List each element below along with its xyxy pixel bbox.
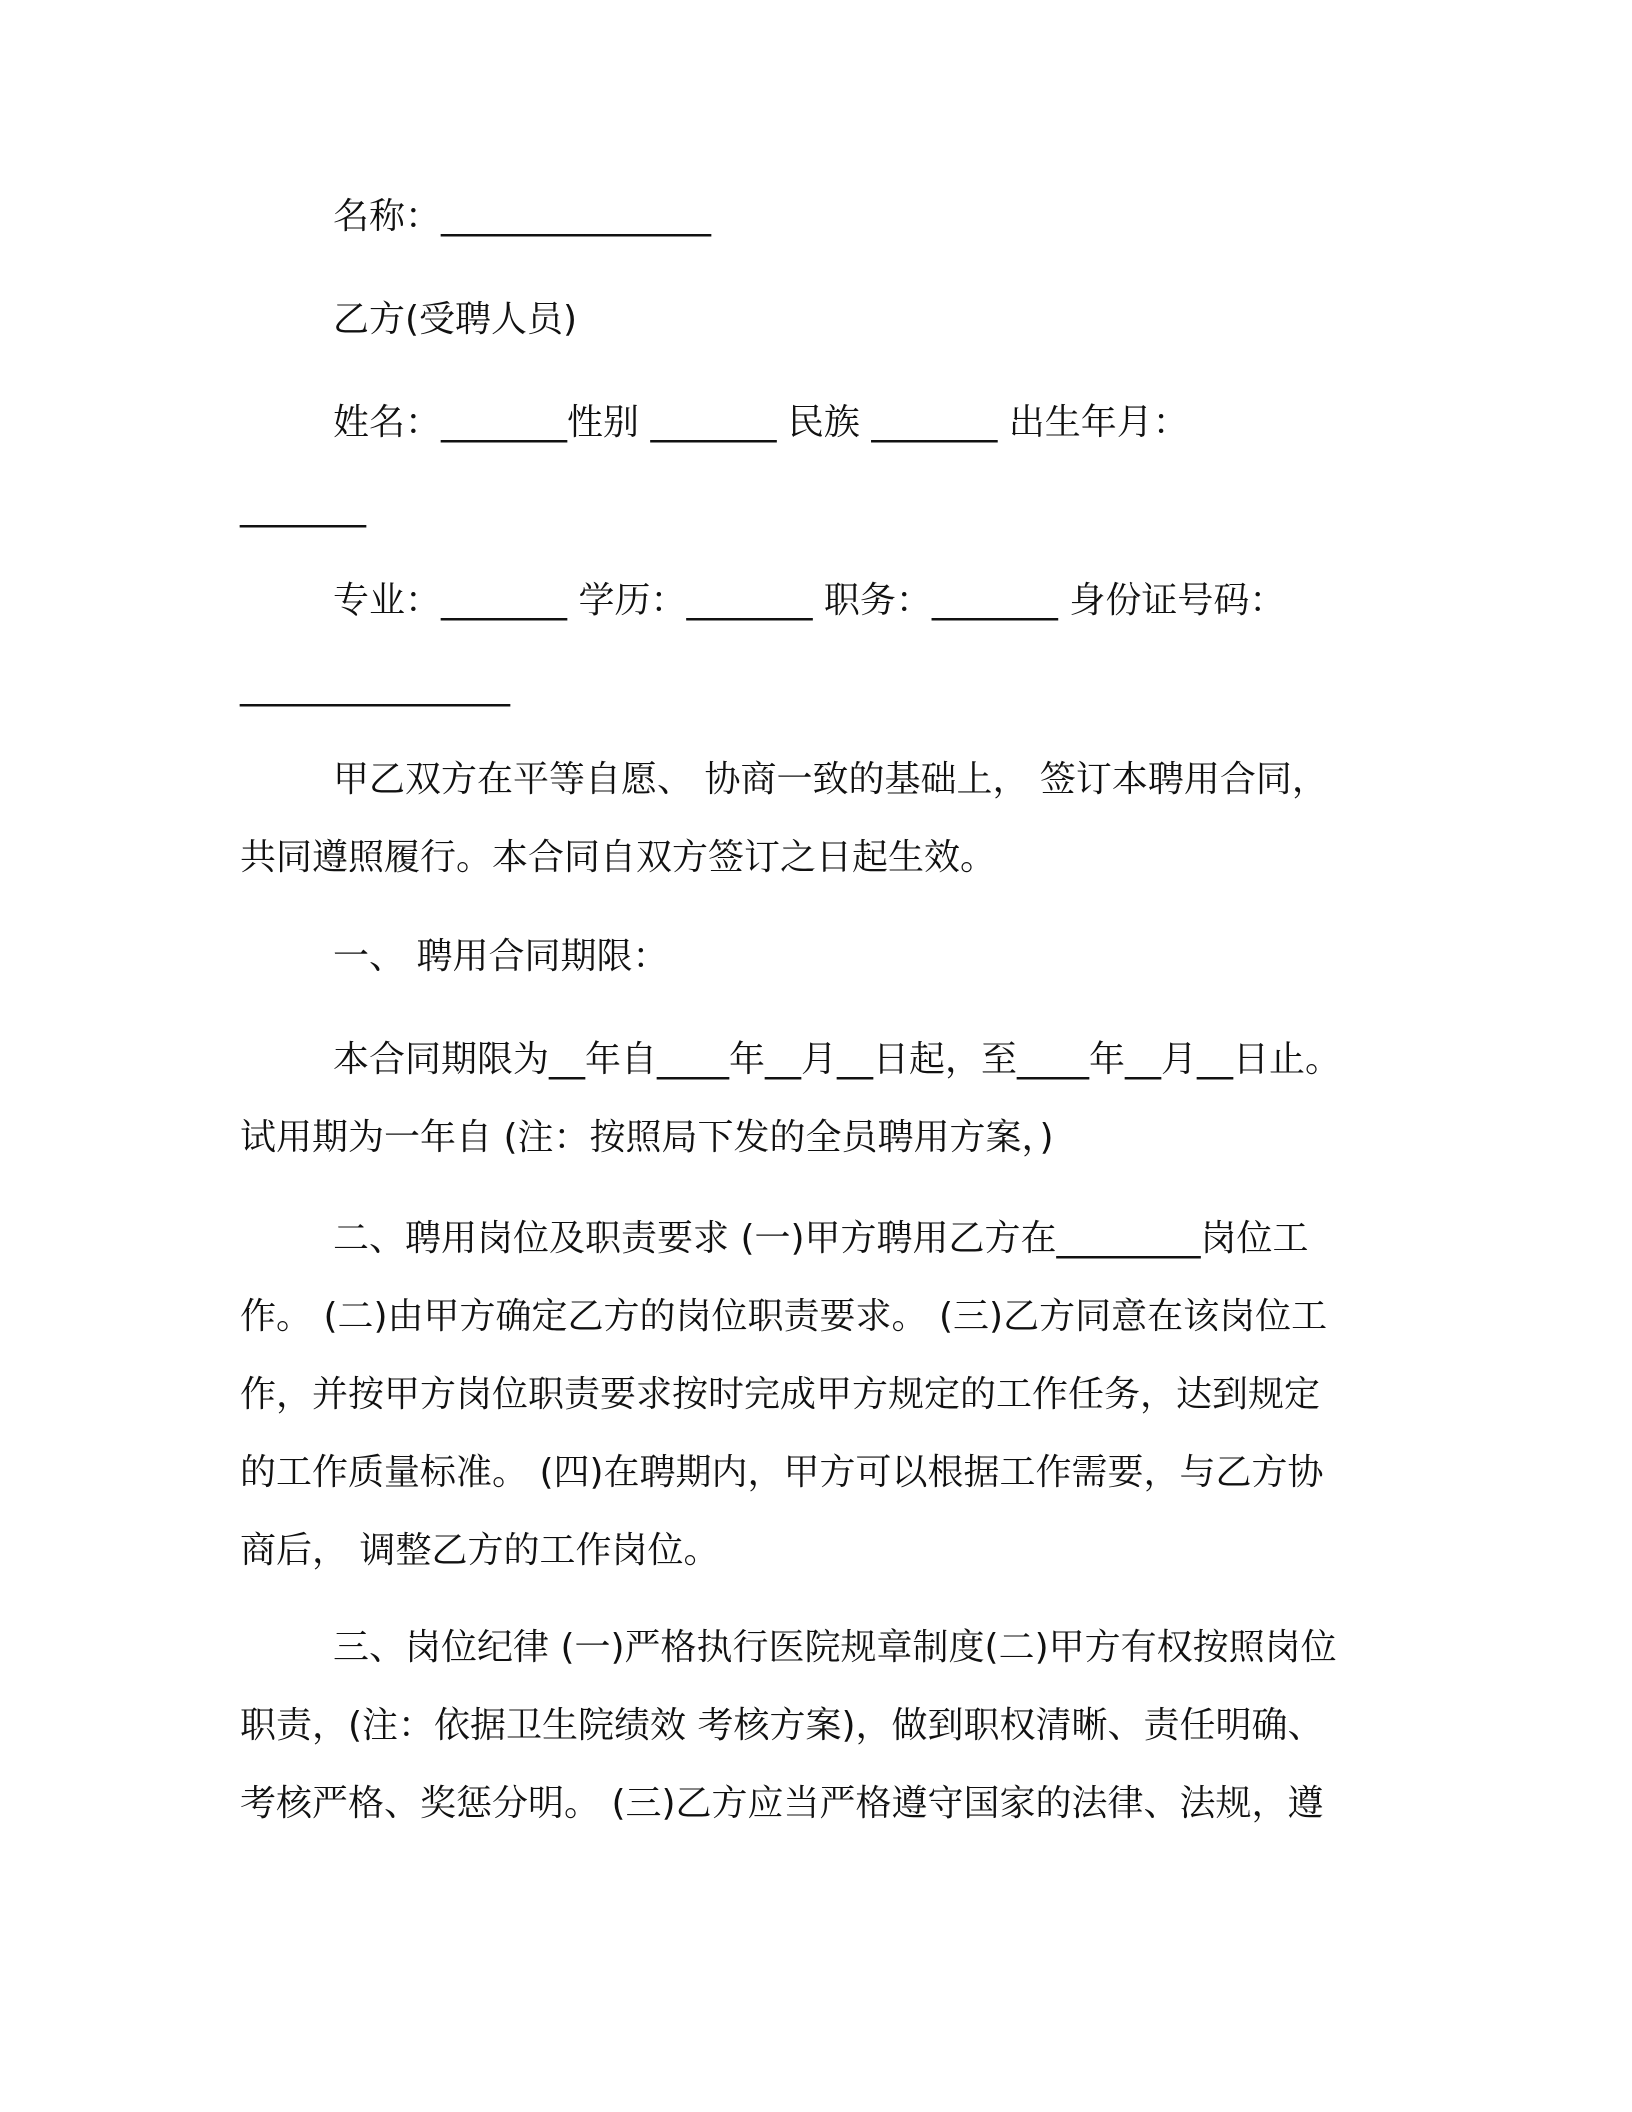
- section-3-line: 考核严格、奖惩分明。 (三)乙方应当严格遵守国家的法律、法规，遵: [240, 1783, 1324, 1824]
- term-paragraph: [240, 1021, 1360, 1177]
- profile-info-line-2: _______________: [240, 666, 510, 707]
- section-2-line: 作，并按甲方岗位职责要求按时完成甲方规定的工作任务，达到规定: [240, 1374, 1321, 1415]
- intro-line: 共同遵照履行。本合同自双方签订之日起生效。: [240, 837, 997, 878]
- section-3-line: 职责，(注：依据卫生院绩效 考核方案)，做到职权清晰、责任明确、: [240, 1705, 1324, 1746]
- section-2-line: 的工作质量标准。 (四)在聘期内，甲方可以根据工作需要，与乙方协: [240, 1452, 1324, 1493]
- person-info-line-1: 姓名：_______性别 _______ 民族 _______ 出生年月：: [333, 402, 1189, 443]
- section-3-line: 三、岗位纪律 (一)严格执行医院规章制度(二)甲方有权按照岗位: [333, 1627, 1337, 1668]
- section-1-title: 一、 聘用合同期限：: [333, 936, 669, 977]
- section-2-paragraph: [240, 1200, 1360, 1590]
- party-b-heading: 乙方(受聘人员): [333, 299, 578, 340]
- intro-paragraph: [240, 741, 1360, 897]
- party-a-name-field: 名称：_______________: [333, 196, 712, 237]
- term-line: 试用期为一年自 (注：按照局下发的全员聘用方案，): [240, 1117, 1054, 1158]
- intro-line: 甲乙双方在平等自愿、 协商一致的基础上， 签订本聘用合同，: [333, 759, 1328, 800]
- term-line: 本合同期限为__年自____年__月__日起，至____年__月__日止。: [333, 1039, 1342, 1080]
- section-2-line: 商后， 调整乙方的工作岗位。: [240, 1530, 720, 1571]
- section-2-line: 作。 (二)由甲方确定乙方的岗位职责要求。 (三)乙方同意在该岗位工: [240, 1296, 1328, 1337]
- person-info-line-2: _______: [240, 487, 366, 528]
- profile-info-line-1: 专业：_______ 学历：_______ 职务：_______ 身份证号码：: [333, 580, 1286, 621]
- section-2-line: 二、聘用岗位及职责要求 (一)甲方聘用乙方在________岗位工: [333, 1218, 1309, 1259]
- section-3-paragraph: [240, 1609, 1360, 1843]
